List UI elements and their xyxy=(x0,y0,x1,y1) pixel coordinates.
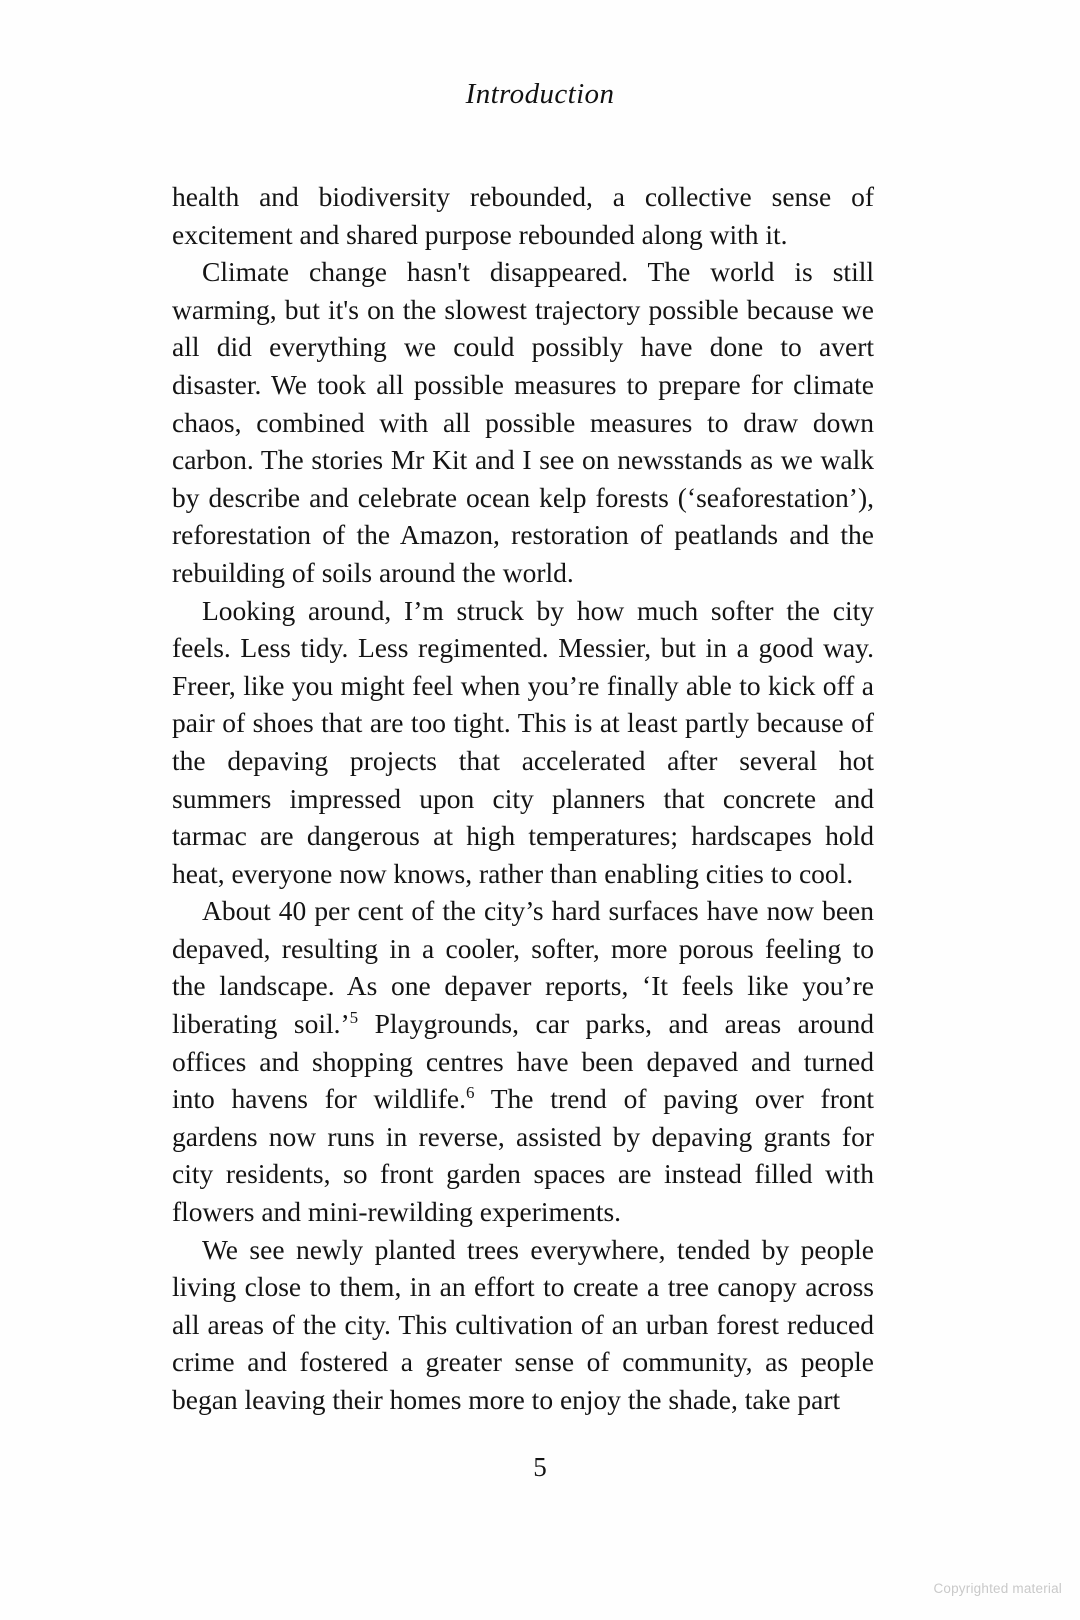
paragraph-segment: About 40 per cent of the city’s hard surfaces have now been depaved, resulting in a cooler, softer, more porous feeling to the landscape. As one depaver reports, ‘It feels like you’re liberating soil.’ xyxy=(172,895,874,1040)
paragraph: Looking around, I’m struck by how much softer the city feels. Less tidy. Less regimented. Messier, but in a good way. Freer, like you might feel when you’re finally able to kick off a pair of shoes that are too tight. This is at least partly because of the depaving projects that accelerated after several hot summers impressed upon city planners that concrete and tarmac are dangerous at high temperatures; hardscapes hold heat, everyone now knows, rather than enabling cities to cool. xyxy=(172,594,874,889)
footnote-reference: 5 xyxy=(349,1007,359,1027)
running-head: Introduction xyxy=(465,78,615,110)
paragraph: health and biodiversity rebounded, a collective sense of excitement and shared purpose rebounded along with it. xyxy=(172,181,874,250)
page-number: 5 xyxy=(533,1452,547,1482)
body-text-column xyxy=(172,178,874,1419)
paragraph-segment: The trend of paving over front gardens now runs in reverse, assisted by depaving grants for city residents, so front garden spaces are instead filled with flowers and mini-rewilding experiments. xyxy=(172,1083,874,1228)
paragraph-segment: Playgrounds, car parks, and areas around offices and shopping centres have been depaved and turned into havens for wildlife. xyxy=(172,1008,874,1115)
footnote-reference: 6 xyxy=(465,1083,475,1103)
paragraph: We see newly planted trees everywhere, tended by people living close to them, in an effort to create a tree canopy across all areas of the city. This cultivation of an urban forest reduced crime and fostered a greater sense of community, as people began leaving their homes more to enjoy the shade, take part xyxy=(172,1233,874,1415)
paragraph xyxy=(172,892,874,1230)
paragraph: Climate change hasn't disappeared. The world is still warming, but it's on the slowest trajectory possible because we all did everything we could possibly have done to avert disaster. We took all possible measures to prepare for climate chaos, combined with all possible measures to draw down carbon. The stories Mr Kit and I see on newsstands as we walk by describe and celebrate ocean kelp forests (‘seaforestation’), reforestation of the Amazon, restoration of peatlands and the rebuilding of soils around the world. xyxy=(172,256,874,588)
copyright-watermark: Copyrighted material xyxy=(933,1581,1062,1596)
